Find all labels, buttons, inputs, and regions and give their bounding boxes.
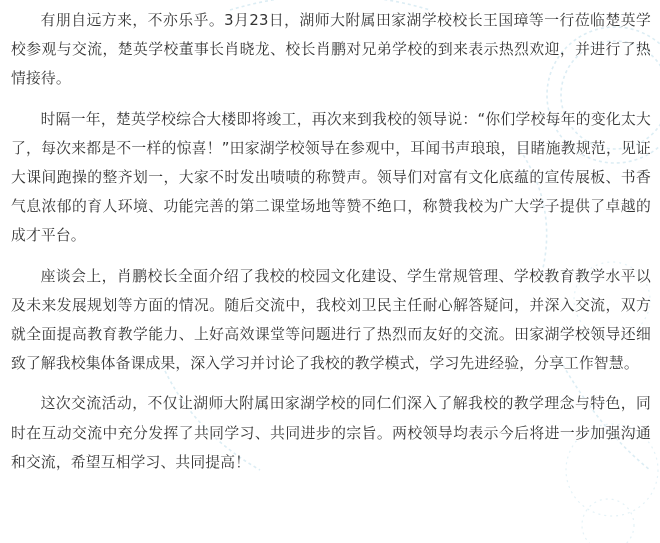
article-paragraph-3: 座谈会上，肖鹏校长全面介绍了我校的校园文化建设、学生常规管理、学校教育教学水平以及未来发展规划等方面的情况。随后交流中，我校刘卫民主任耐心解答疑问，并深入交流，双方就全面提高教育教学能力、上好高效课堂等问题进行了热烈而友好的交流。田家湖学校领导还细致了解我校集体备课成果，深入学习并讨论了我校的教学模式，学习先进经验，分享工作智慧。 — [11, 267, 651, 373]
article-paragraph-2: 时隔一年，楚英学校综合大楼即将竣工，再次来到我校的领导说：“你们学校每年的变化太大了，每次来都是不一样的惊喜！”田家湖学校领导在参观中，耳闻书声琅琅，目睹施教规范，见证大课间跑操的整齐划一，大家不时发出啧啧的称赞声。领导们对富有文化底蕴的宣传展板、书香气息浓郁的育人环境、功能完善的第二课堂场地等赞不绝口，称赞我校为广大学子提供了卓越的成才平台。 — [11, 110, 651, 245]
article-body — [11, 6, 651, 477]
article-paragraph-4: 这次交流活动，不仅让湖师大附属田家湖学校的同仁们深入了解我校的教学理念与特色，同时在互动交流中充分发挥了共同学习、共同进步的宗旨。两校领导均表示今后将进一步加强沟通和交流，希望互相学习、共同提高！ — [11, 395, 651, 471]
article-paragraph-1: 有朋自远方来，不亦乐乎。3月23日，湖师大附属田家湖学校校长王国璋等一行莅临楚英学校参观与交流，楚英学校董事长肖晓龙、校长肖鹏对兄弟学校的到来表示热烈欢迎，并进行了热情接待。 — [11, 12, 651, 88]
